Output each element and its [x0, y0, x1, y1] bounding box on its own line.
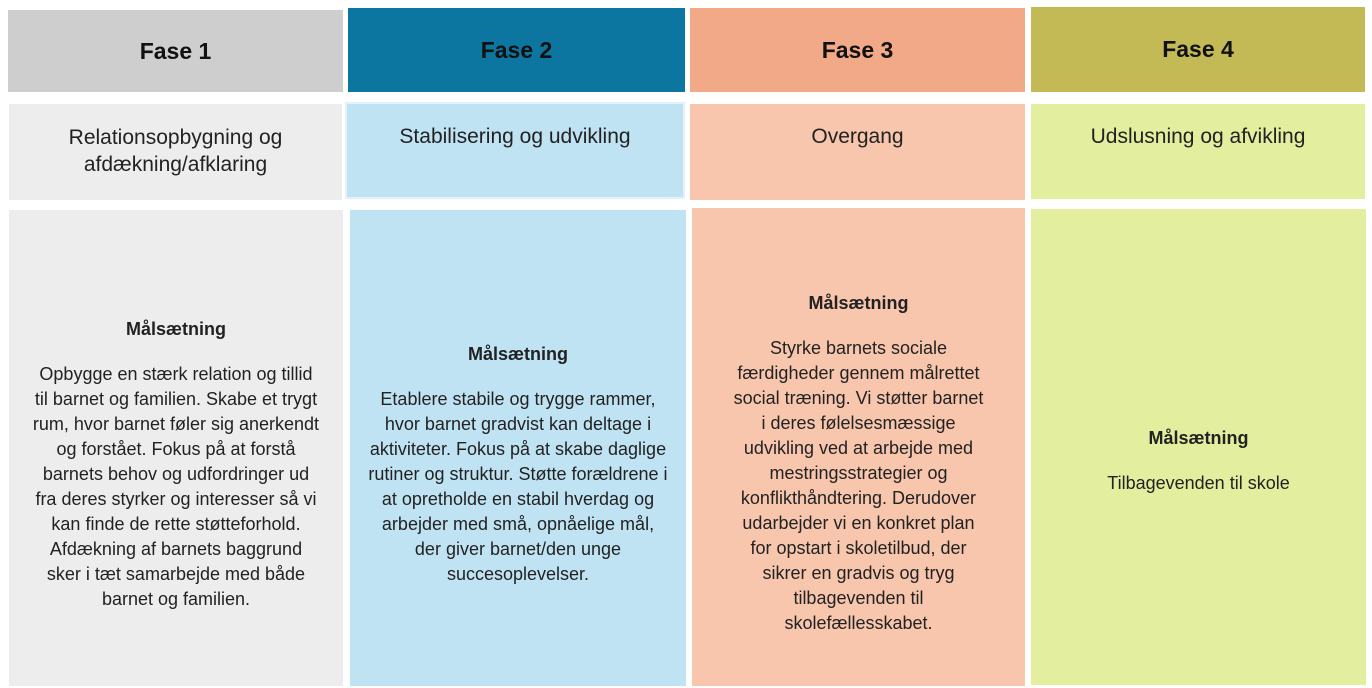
phase-4-goal-title: Målsætning: [1148, 428, 1249, 448]
phase-3-subtitle: Overgang: [811, 125, 904, 148]
phase-3-subtitle-box: [690, 104, 1025, 200]
phase-1-subtitle: Relationsopbygning og afdækning/afklaring: [68, 126, 283, 176]
phase-4-goal-text: Tilbagevenden til skole: [1107, 473, 1290, 493]
phase-2-subtitle-box: [345, 102, 685, 199]
phase-1-goal-box: [9, 210, 343, 686]
phase-2-subtitle: Stabilisering og udvikling: [399, 125, 631, 148]
phase-4-subtitle: Udslusning og afvikling: [1090, 125, 1306, 148]
phase-2-header: [348, 8, 685, 92]
phase-1-title: Fase 1: [139, 37, 212, 64]
phase-1-header: [8, 10, 343, 92]
phase-4-header: [1031, 7, 1365, 92]
phase-3-goal-title: Målsætning: [808, 292, 909, 313]
phase-2-title: Fase 2: [480, 36, 553, 63]
phase-1-goal-text: Opbygge en stærk relation og tillid til barnet og familien. Skabe et trygt rum, hvor barnet føler sig anerkendt og forstået. Fokus på at forstå barnets behov og udfordringer ud fra deres styrker og interesser så vi kan finde de rette støtteforhold. Afdækning af barnets baggrund sker i tæt samarbejde med både barnet og familien.: [32, 363, 320, 609]
phase-2-goal-box: [350, 210, 686, 686]
phase-4-goal-box: [1031, 209, 1366, 685]
phase-2-goal-title: Målsætning: [467, 343, 568, 364]
phase-1-subtitle-box: [9, 104, 342, 200]
phase-3-goal-text: Styrke barnets sociale færdigheder gennem målrettet social træning. Vi støtter barnet i deres følelsesmæssige udvikling ved at arbejde med mestringsstrategier og konflikthåndtering. Derudover udarbejder vi en konkret plan for opstart i skoletilbud, der sikrer en gradvis og tryg tilbagevenden til skolefællesskabet.: [733, 337, 984, 633]
phase-2-goal-text: Etablere stabile og trygge rammer, hvor barnet gradvist kan deltage i aktiviteter. Fokus på at skabe daglige rutiner og struktur. Støtte forældrene i at opretholde en stabil hverdag og arbejder med små, opnåelige mål, der giver barnet/den unge succesoplevelser.: [368, 388, 668, 584]
phase-1-goal-title: Målsætning: [125, 318, 226, 339]
phase-3-header: [690, 8, 1025, 92]
phase-3-title: Fase 3: [821, 36, 894, 63]
phase-3-goal-box: [692, 208, 1025, 686]
phase-4-title: Fase 4: [1162, 36, 1234, 62]
phase-4-subtitle-box: [1031, 104, 1365, 199]
